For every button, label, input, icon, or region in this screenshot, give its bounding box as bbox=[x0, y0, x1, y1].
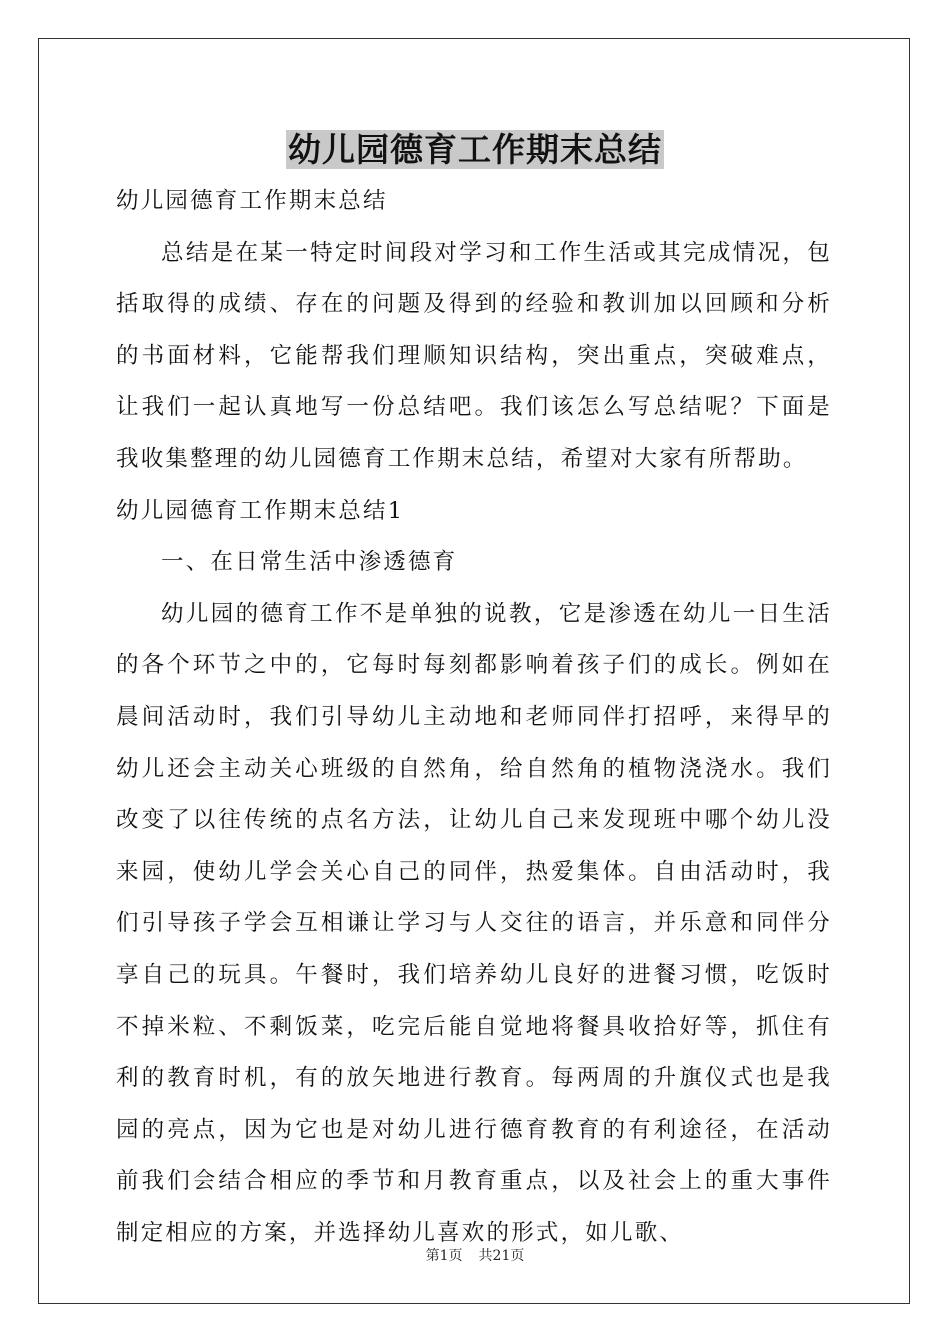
paragraph-section-heading: 幼儿园德育工作期末总结1 bbox=[116, 497, 405, 524]
document-title-text: 幼儿园德育工作期末总结 bbox=[288, 130, 662, 169]
paragraph-intro: 总结是在某一特定时间段对学习和工作生活或其完成情况，包括取得的成绩、存在的问题及得到的经验和教训加以回顾和分析的书面材料，它能帮我们理顺知识结构，突出重点，突破难点，让我们一起认真地写一份总结吧。我们该怎么写总结呢？下面是我收集整理的幼儿园德育工作期末总结，希望对大家有所帮助。 bbox=[116, 239, 832, 472]
page-number: 第1页 bbox=[425, 1248, 463, 1264]
document-title bbox=[0, 126, 950, 174]
paragraph-subheading: 一、在日常生活中渗透德育 bbox=[161, 549, 458, 576]
document-body bbox=[116, 176, 832, 1259]
page-footer bbox=[0, 1246, 950, 1266]
page-total: 共21页 bbox=[478, 1248, 525, 1264]
paragraph-subtitle: 幼儿园德育工作期末总结 bbox=[116, 188, 388, 214]
paragraph-body: 幼儿园的德育工作不是单独的说教，它是渗透在幼儿一日生活的各个环节之中的，它每时每刻都影响着孩子们的成长。例如在晨间活动时，我们引导幼儿主动地和老师同伴打招呼，来得早的幼儿还会主动关心班级的自然角，给自然角的植物浇浇水。我们改变了以往传统的点名方法，让幼儿自己来发现班中哪个幼儿没来园，使幼儿学会关心自己的同伴，热爱集体。自由活动时，我们引导孩子学会互相谦让学习与人交往的语言，并乐意和同伴分享自己的玩具。午餐时，我们培养幼儿良好的进餐习惯，吃饭时不掉米粒、不剩饭菜，吃完后能自觉地将餐具收拾好等，抓住有利的教育时机，有的放矢地进行教育。每两周的升旗仪式也是我园的亮点，因为它也是对幼儿进行德育教育的有利途径，在活动前我们会结合相应的季节和月教育重点，以及社会上的重大事件制定相应的方案，并选择幼儿喜欢的形式，如儿歌、 bbox=[116, 600, 832, 1246]
